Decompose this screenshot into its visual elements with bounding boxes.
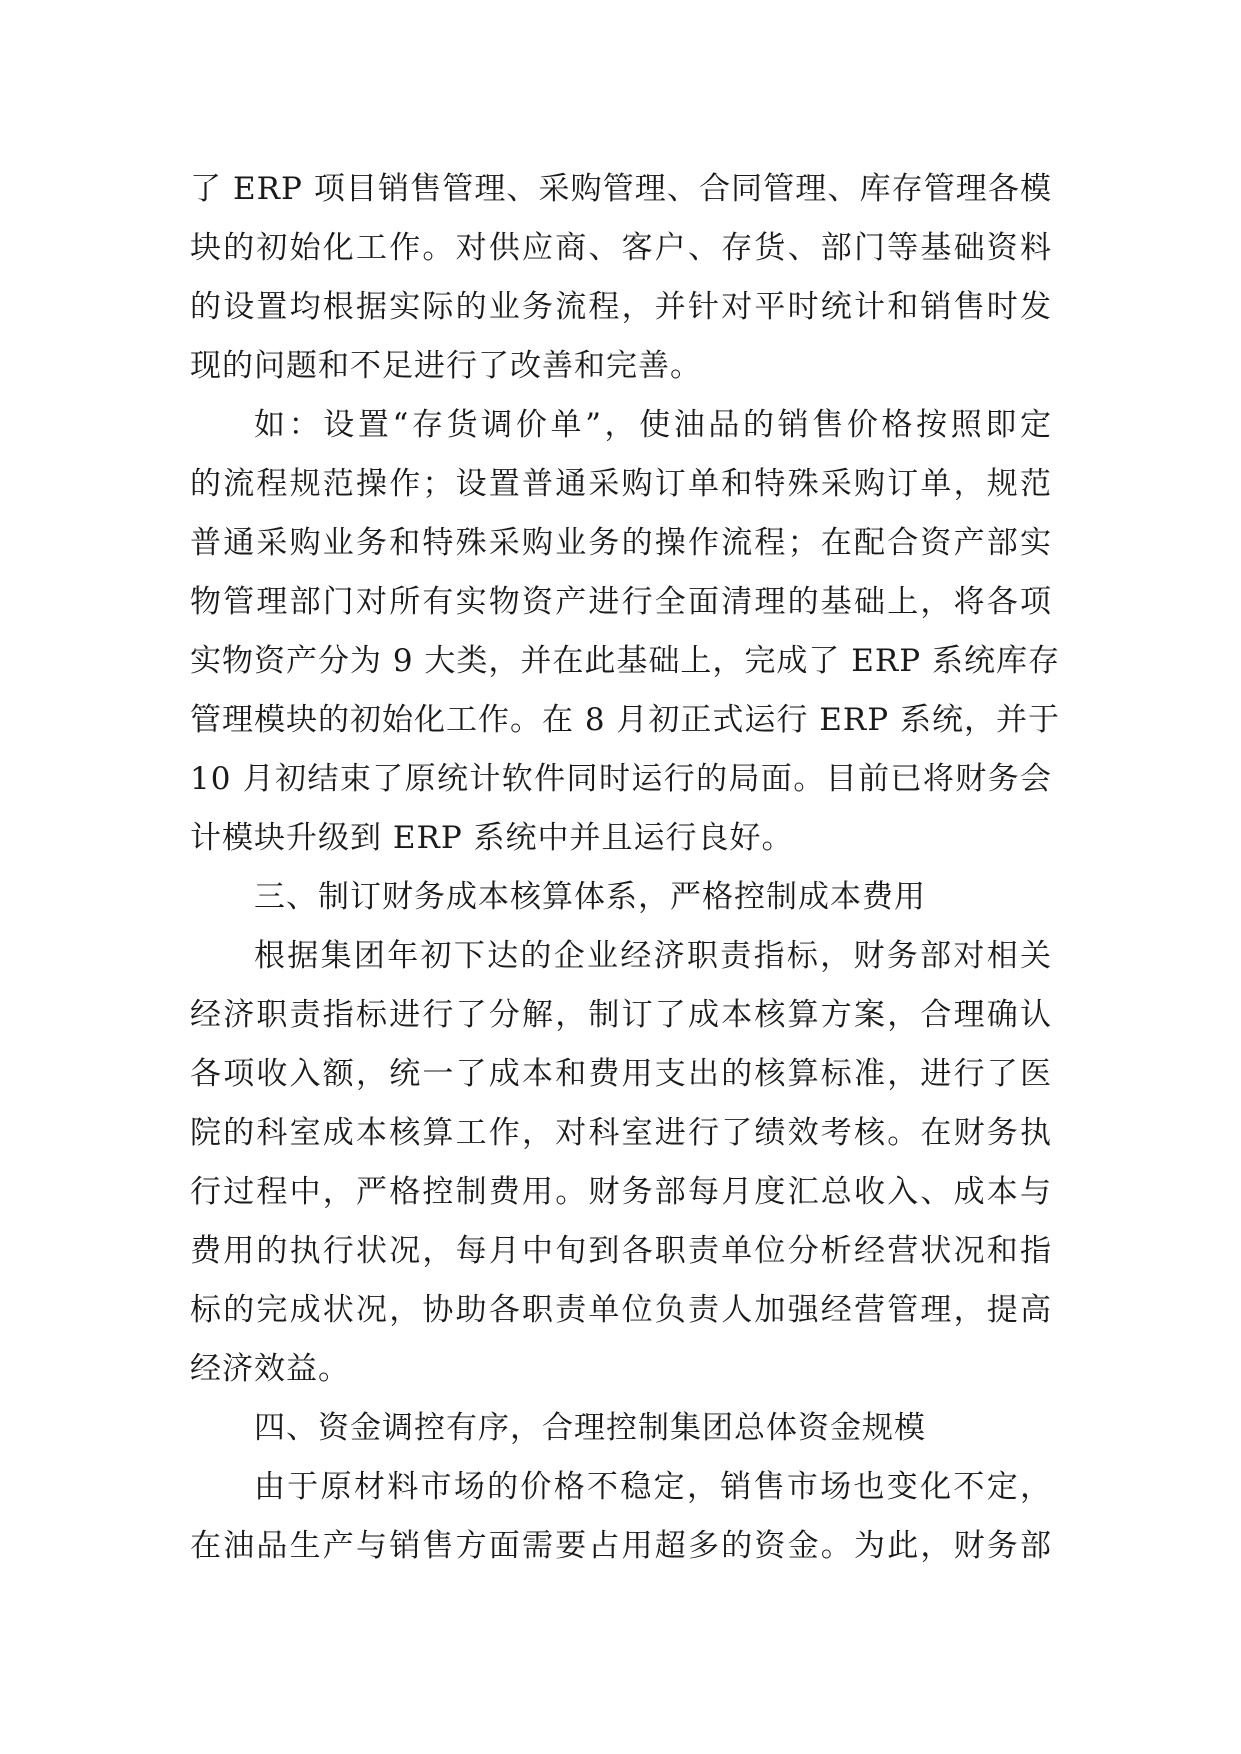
text-line: 计模块升级到 ERP 系统中并且运行良好。 [190,820,794,856]
text-line: 经济职责指标进行了分解，制订了成本核算方案，合理确认 [190,997,1052,1033]
text-line: 的设置均根据实际的业务流程，并针对平时统计和销售时发 [190,289,1052,325]
text-line: 标的完成状况，协助各职责单位负责人加强经营管理，提高 [190,1292,1052,1328]
text-line: 由于原材料市场的价格不稳定，销售市场也变化不定， [254,1469,1052,1505]
text-line: 行过程中，严格控制费用。财务部每月度汇总收入、成本与 [190,1174,1052,1210]
text-line: 物管理部门对所有实物资产进行全面清理的基础上，将各项 [190,584,1052,620]
text-line: 了 ERP 项目销售管理、采购管理、合同管理、库存管理各模 [190,171,1052,207]
text-line: 四、资金调控有序，合理控制集团总体资金规模 [254,1410,926,1446]
text-line: 费用的执行状况，每月中旬到各职责单位分析经营状况和指 [190,1233,1052,1269]
text-line: 三、制订财务成本核算体系，严格控制成本费用 [254,879,926,915]
text-line: 管理模块的初始化工作。在 8 月初正式运行 ERP 系统，并于 [190,702,1060,738]
text-line: 现的问题和不足进行了改善和完善。 [190,348,702,384]
text-line: 根据集团年初下达的企业经济职责指标，财务部对相关 [254,938,1052,974]
text-line: 院的科室成本核算工作，对科室进行了绩效考核。在财务执 [190,1115,1052,1151]
text-line: 如：设置“存货调价单”，使油品的销售价格按照即定 [254,407,1052,443]
text-line: 普通采购业务和特殊采购业务的操作流程；在配合资产部实 [190,525,1052,561]
text-line: 经济效益。 [190,1351,350,1387]
text-line: 在油品生产与销售方面需要占用超多的资金。为此，财务部 [190,1528,1052,1564]
text-line: 块的初始化工作。对供应商、客户、存货、部门等基础资料 [190,230,1052,266]
text-line: 的流程规范操作；设置普通采购订单和特殊采购订单，规范 [190,466,1052,502]
text-line: 实物资产分为 9 大类，并在此基础上，完成了 ERP 系统库存 [190,643,1060,679]
body-text [190,160,1060,1576]
text-line: 10 月初结束了原统计软件同时运行的局面。目前已将财务会 [190,761,1052,797]
text-line: 各项收入额，统一了成本和费用支出的核算标准，进行了医 [190,1056,1052,1092]
